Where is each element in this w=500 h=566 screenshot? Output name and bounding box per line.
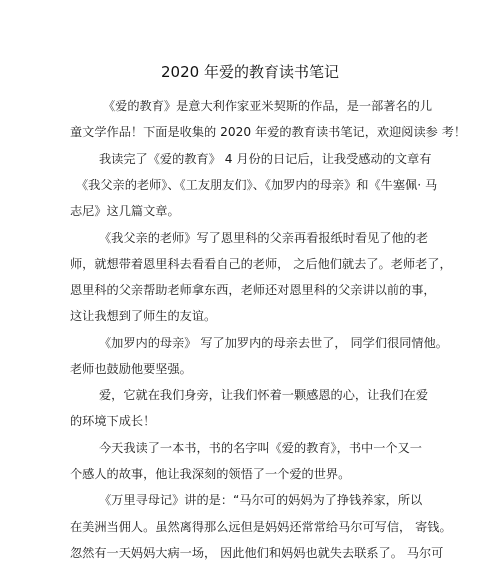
body-line: 《万里寻母记》讲的是：“马尔可的妈妈为了挣钱养家，所以: [99, 493, 423, 507]
body-line: 《我父亲的老师》、《工友朋友们》、《加罗内的母亲》和《牛塞佩· 马: [76, 178, 438, 192]
document-title: 2020 年爱的教育读书笔记: [161, 63, 339, 81]
body-line: 爱，它就在我们身旁，让我们怀着一颗感恩的心，让我们在爱: [99, 388, 429, 402]
body-line: 恩里科的父亲帮助老师拿东西，老师还对恩里科的父亲讲以前的事，: [70, 283, 436, 297]
body-line: 忽然有一天妈妈大病一场， 因此他们和妈妈也就失去联系了。 马尔可: [70, 546, 444, 560]
body-line: 我读完了《爱的教育》 4 月份的日记后，让我受感动的文章有: [99, 152, 432, 166]
body-line: 《加罗内的母亲》 写了加罗内的母亲去世了， 同学们很同情他。: [99, 336, 448, 350]
body-line: 今天我读了一本书，书的名字叫《爱的教育》，书中一个又一: [99, 441, 422, 455]
body-line: 《我父亲的老师》写了恩里科的父亲再看报纸时看见了他的老: [99, 231, 429, 245]
body-line: 《爱的教育》是意大利作家亚米契斯的作品，是一部著名的儿: [103, 99, 433, 113]
body-line: 这让我想到了师生的友谊。: [70, 309, 217, 323]
body-line: 个感人的故事，他让我深刻的领悟了一个爱的世界。: [70, 467, 351, 481]
body-line: 的环境下成长！: [70, 414, 156, 428]
body-line: 童文学作品！下面是收集的 2020 年爱的教育读书笔记，欢迎阅读参 考！: [70, 125, 467, 139]
body-line: 在美洲当佣人。虽然离得那么远但是妈妈还常常给马尔可写信， 寄钱。: [70, 520, 452, 534]
body-line: 志尼》这几篇文章。: [70, 204, 180, 218]
body-line: 师，就想带着恩里科去看看自己的老师， 之后他们就去了。老师老了，: [70, 257, 452, 271]
body-line: 老师也鼓励他要坚强。: [70, 362, 192, 376]
